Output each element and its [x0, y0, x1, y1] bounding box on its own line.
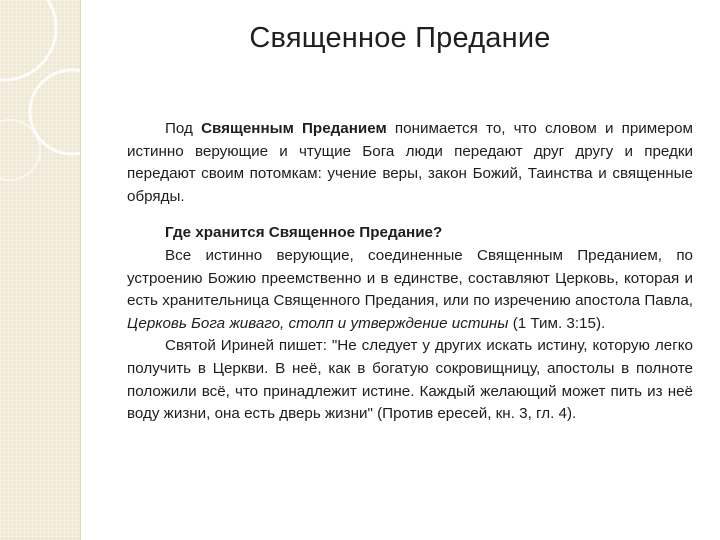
circle-ornament [0, 0, 80, 540]
slide-title: Священное Предание [249, 22, 551, 54]
slide-body [127, 118, 693, 426]
paragraph-definition: Под Священным Преданием понимается то, что словом и примером истинно верующие и чтущие Бога люди передают друг другу и предки передают своим потомкам: учение веры, закон Божий, Таинства и священные обряды. [127, 120, 694, 205]
paragraph-irenaeus: Святой Ириней пишет: "Не следует у других искать истину, которую легко получить в Церкви. В неё, как в богатую сокровищницу, апостолы в полноте положили всё, что принадлежит истине. Каждый желающий может пить из неё воду жизни, она есть дверь жизни" (Против ересей, кн. 3, гл. 4). [127, 337, 693, 423]
term-bold: Священным Преданием [201, 120, 387, 137]
scripture-quote: Церковь Бога живаго, столп и утверждение истины [127, 314, 509, 332]
paragraph-church: Все истинно верующие, соединенные Священным Преданием, по устроению Божию преемственно и в единстве, составляют Церковь, которая и есть хранительница Священного Предания, или по изречению апостола Павла, Церковь Бога живаго, столп и утверждение истины (1 Тим. 3:15). [127, 246, 693, 332]
decorative-side-band [0, 0, 81, 540]
question-heading: Где хранится Священное Предание? [165, 224, 443, 242]
